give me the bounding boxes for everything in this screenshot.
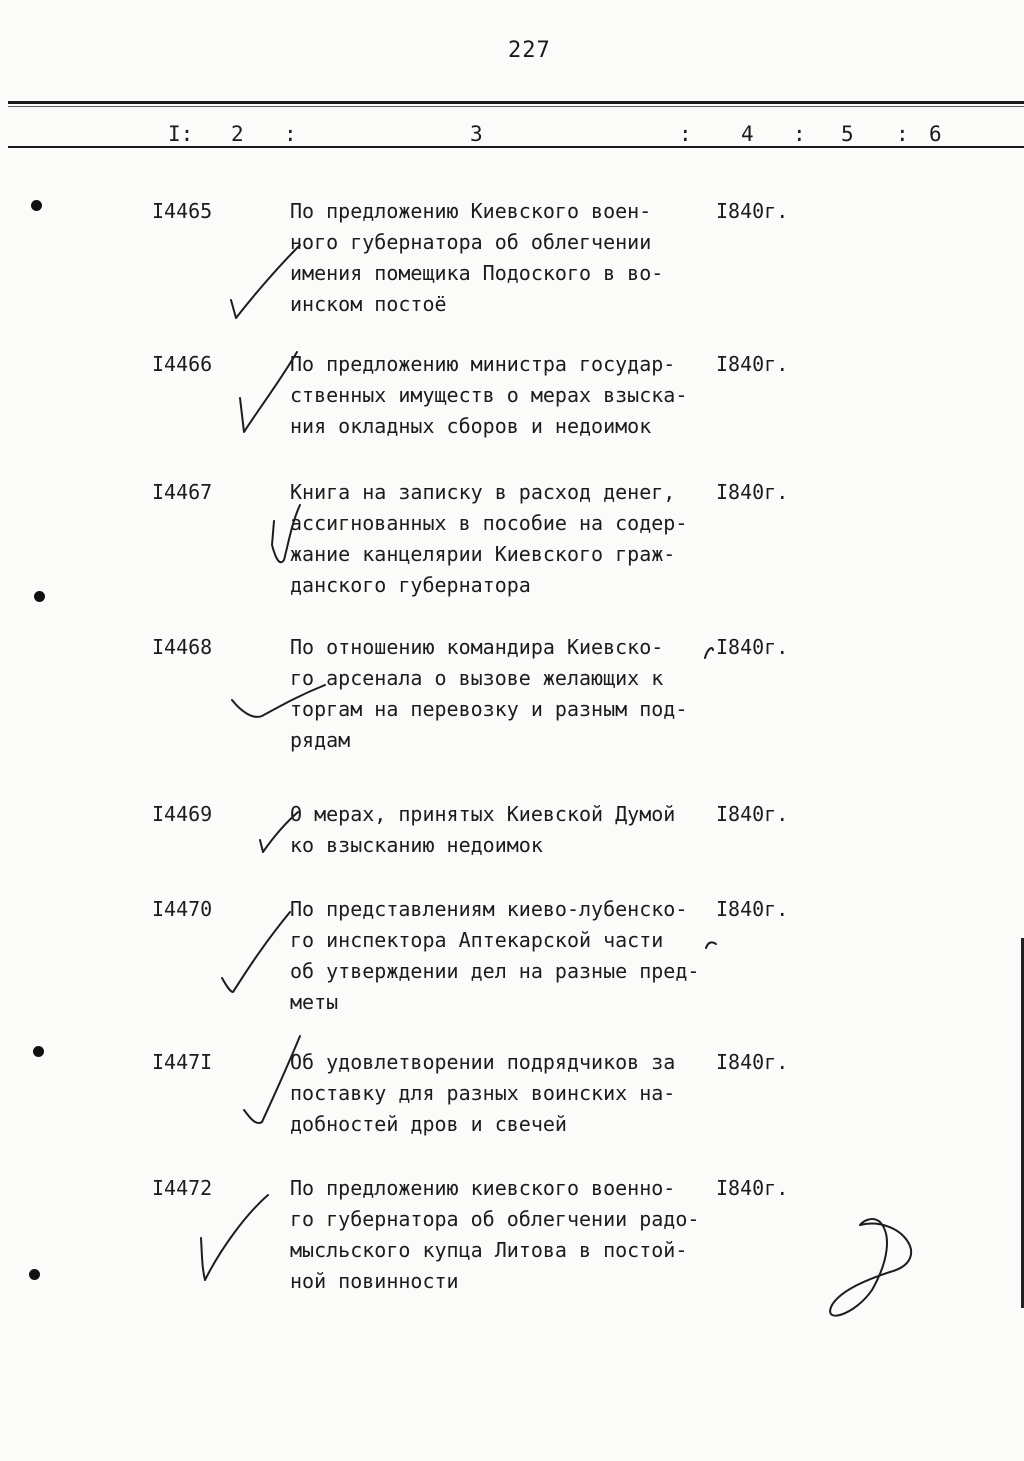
- column-separator: :: [896, 122, 909, 146]
- column-header-4: 4: [741, 122, 754, 146]
- entry-number: I4465: [152, 199, 213, 223]
- column-separator: :: [793, 122, 806, 146]
- entry-number: I4470: [152, 897, 213, 921]
- binder-hole: [31, 200, 42, 211]
- column-header-3: 3: [470, 122, 483, 146]
- binder-hole: [29, 1269, 40, 1280]
- entry-year: I840г.: [716, 352, 789, 376]
- entry-number: I4472: [152, 1176, 213, 1200]
- entry-title: По предложению министра государ- ственных имуществ о мерах взыска- ния окладных сборов и недоимок: [290, 352, 688, 438]
- column-separator: :: [284, 122, 297, 146]
- header-bottom-rule: [8, 146, 1024, 148]
- entry-year: I840г.: [716, 1176, 789, 1200]
- column-header-6: 6: [929, 122, 942, 146]
- column-header-5: 5: [841, 122, 854, 146]
- entry-number: I4466: [152, 352, 213, 376]
- binder-hole: [34, 591, 45, 602]
- entry-year: I840г.: [716, 199, 789, 223]
- entry-number: I4469: [152, 802, 213, 826]
- entry-title: По представлениям киево-лубенско- го инспектора Аптекарской части об утверждении дел на разные пред- меты: [290, 897, 700, 1014]
- check-mark-icon: [222, 912, 290, 992]
- entry-number: I447I: [152, 1050, 213, 1074]
- entry-title: По предложению Киевского воен- ного губернатора об облегчении имения помещика Подоского в во- инском постоё: [290, 199, 664, 316]
- check-mark-icon: [201, 1195, 268, 1280]
- entry-number: I4468: [152, 635, 213, 659]
- column-header-2: 2: [231, 122, 244, 146]
- entry-title: По предложению киевского военно- го губернатора об облегчении радо- мысльского купца Литова в постой- ной повинности: [290, 1176, 700, 1293]
- column-header-row: [0, 122, 1024, 148]
- column-separator: :: [679, 122, 692, 146]
- check-mark-icon: [240, 352, 297, 432]
- signature-mark-icon: [830, 1219, 911, 1316]
- entry-title: О мерах, принятых Киевской Думой ко взысканию недоимок: [290, 802, 676, 857]
- entry-title: Об удовлетворении подрядчиков за поставку для разных воинских на- добностей дров и свечей: [290, 1050, 676, 1136]
- entry-year: I840г.: [716, 802, 789, 826]
- page-number: 227: [508, 38, 551, 63]
- entry-year: I840г.: [716, 480, 789, 504]
- entry-year: I840г.: [716, 635, 789, 659]
- entry-number: I4467: [152, 480, 213, 504]
- entry-year: I840г.: [716, 1050, 789, 1074]
- header-top-rule-thin: [8, 106, 1024, 107]
- entry-year: I840г.: [716, 897, 789, 921]
- header-top-rule: [8, 101, 1024, 104]
- binder-hole: [33, 1046, 44, 1057]
- entry-title: Книга на записку в расход денег, ассигнованных в пособие на содер- жание канцелярии Киевского граж- данского губернатора: [290, 480, 688, 597]
- entry-title: По отношению командира Киевско- го арсенала о вызове желающих к торгам на перевозку и разным под- рядам: [290, 635, 688, 752]
- column-header-1: I:: [168, 122, 194, 146]
